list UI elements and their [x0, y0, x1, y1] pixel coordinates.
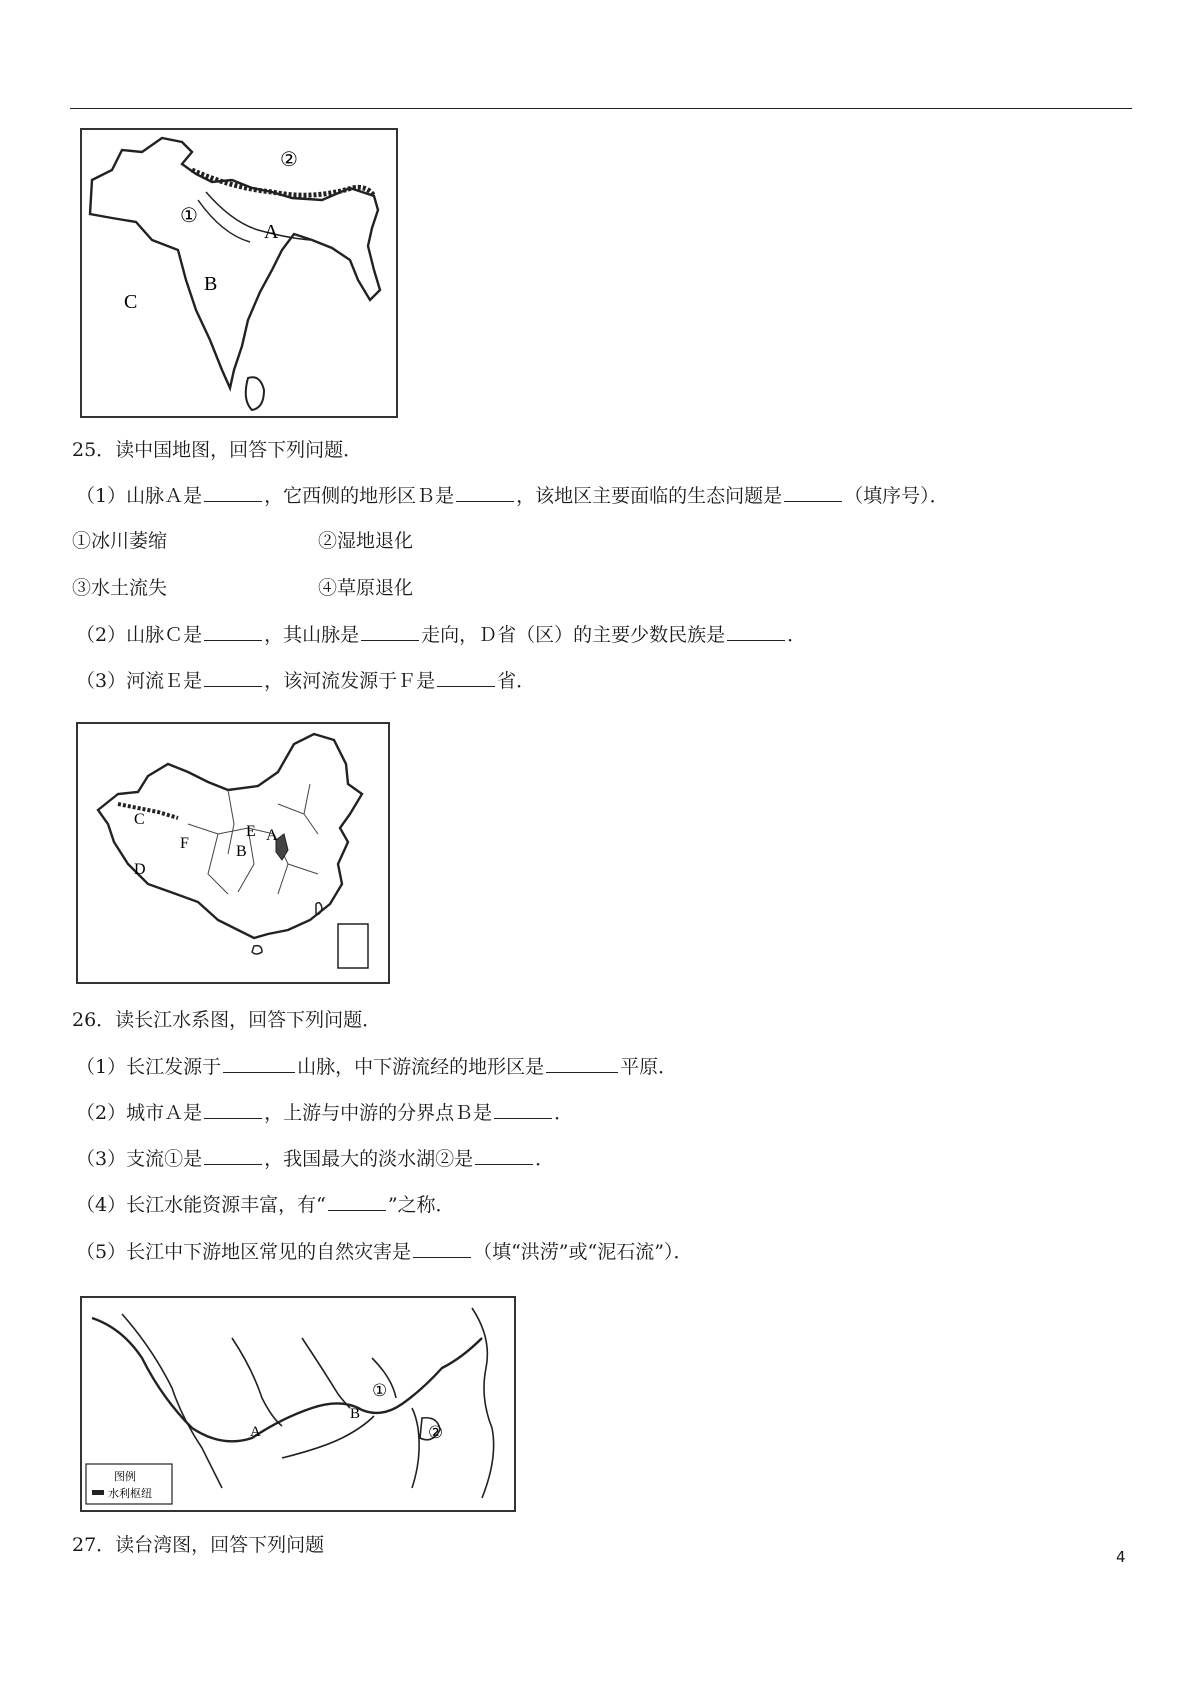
south-asia-outline — [90, 138, 380, 388]
tributary-2 — [232, 1338, 282, 1426]
legend-title: 图例 — [114, 1470, 136, 1483]
south-asia-map — [80, 128, 398, 418]
answer-blank[interactable] — [413, 1238, 471, 1258]
q26-part5 — [76, 1238, 692, 1265]
answer-blank[interactable] — [204, 482, 262, 502]
china-map — [76, 722, 390, 984]
answer-blank[interactable] — [727, 621, 785, 641]
tributary-1 — [122, 1314, 222, 1488]
dam-symbol — [92, 1490, 104, 1495]
yangtze-label-b: B — [350, 1406, 361, 1422]
q25-part3 — [76, 667, 535, 694]
answer-blank[interactable] — [204, 1145, 262, 1165]
q26-p3-b: ，我国最大的淡水湖②是 — [264, 1148, 474, 1170]
q25-p1-d: （填序号）． — [844, 485, 949, 507]
q26-part3 — [76, 1145, 554, 1172]
answer-blank[interactable] — [546, 1053, 618, 1073]
tributary-5 — [282, 1416, 374, 1458]
south-china-sea-inset — [338, 924, 368, 968]
yangtze-label-a: A — [250, 1424, 261, 1440]
map-label-b: B — [204, 273, 218, 295]
answer-blank[interactable] — [204, 621, 262, 641]
q25-p3-b: ，该河流发源于Ｆ是 — [264, 670, 436, 692]
q25-p3-a: （3）河流Ｅ是 — [76, 670, 203, 692]
q25-title: 25．读中国地图，回答下列问题． — [72, 439, 363, 461]
china-label-c: C — [134, 811, 145, 828]
china-label-d: D — [134, 861, 146, 878]
map-label-c: C — [124, 291, 138, 313]
china-label-f: F — [180, 835, 189, 852]
q26-p4-a: （4）长江水能资源丰富，有“ — [76, 1194, 326, 1216]
china-label-e: E — [246, 823, 256, 840]
q26-p3-c: ． — [535, 1148, 555, 1170]
map-label-1: ① — [180, 205, 198, 227]
q27-title: 27．读台湾图，回答下列问题 — [72, 1534, 325, 1556]
tributary-6 — [412, 1408, 419, 1488]
china-label-a: A — [266, 827, 278, 844]
q25-p3-c: 省． — [497, 670, 536, 692]
q26-p2-a: （2）城市Ａ是 — [76, 1102, 203, 1124]
himalaya-band — [192, 170, 374, 196]
answer-blank[interactable] — [204, 1099, 262, 1119]
q26-p4-b: ”之称． — [387, 1194, 455, 1216]
q25-p1-c: ，该地区主要面临的生态问题是 — [516, 485, 783, 507]
q25-option-1: ①冰川萎缩 — [72, 530, 168, 552]
q26-p5-b: （填“洪涝”或“泥石流”）． — [473, 1241, 693, 1263]
yangtze-label-2: ② — [428, 1423, 444, 1442]
answer-blank[interactable] — [361, 621, 419, 641]
q25-p2-b: ，其山脉是 — [264, 624, 360, 646]
q26-p2-b: ，上游与中游的分界点Ｂ是 — [264, 1102, 493, 1124]
q26-title: 26．读长江水系图，回答下列问题． — [72, 1009, 382, 1031]
yangtze-map — [80, 1296, 516, 1512]
answer-blank[interactable] — [456, 482, 514, 502]
q26-p1-c: 平原． — [620, 1056, 678, 1078]
answer-blank[interactable] — [494, 1099, 552, 1119]
q26-p5-a: （5）长江中下游地区常见的自然灾害是 — [76, 1241, 412, 1263]
answer-blank[interactable] — [784, 482, 842, 502]
q26-p3-a: （3）支流①是 — [76, 1148, 203, 1170]
q25-p2-a: （2）山脉Ｃ是 — [76, 624, 203, 646]
q26-part1 — [76, 1053, 677, 1080]
q25-option-3: ③水土流失 — [72, 577, 168, 599]
header-rule — [70, 108, 1132, 109]
q25-p1-a: （1）山脉Ａ是 — [76, 485, 203, 507]
q26-part4 — [76, 1191, 455, 1218]
q26-part2 — [76, 1099, 573, 1126]
q25-option-2: ②湿地退化 — [318, 530, 414, 552]
answer-blank[interactable] — [223, 1053, 295, 1073]
answer-blank[interactable] — [328, 1191, 386, 1211]
mountain-c — [118, 804, 178, 818]
answer-blank[interactable] — [475, 1145, 533, 1165]
sri-lanka-outline — [246, 377, 264, 410]
answer-blank[interactable] — [437, 667, 495, 687]
legend-item: 水利枢纽 — [108, 1487, 152, 1500]
q25-p2-c: 走向，Ｄ省（区）的主要少数民族是 — [421, 624, 726, 646]
yangtze-main-river — [92, 1318, 482, 1441]
q25-option-4: ④草原退化 — [318, 577, 414, 599]
tributary-3 — [302, 1338, 350, 1408]
hainan-outline — [252, 946, 262, 954]
answer-blank[interactable] — [204, 667, 262, 687]
q25-part1 — [76, 482, 949, 509]
map-label-a: A — [264, 221, 279, 243]
q26-p1-b: 山脉，中下游流经的地形区是 — [297, 1056, 545, 1078]
mountain-a — [276, 834, 288, 860]
q25-part2 — [76, 621, 806, 648]
page-number: 4 — [1116, 1548, 1126, 1566]
china-label-b: B — [236, 843, 247, 860]
yangtze-label-1: ① — [372, 1381, 388, 1400]
coastline — [472, 1308, 494, 1498]
q25-p2-d: ． — [787, 624, 807, 646]
river-line-2 — [198, 200, 250, 242]
q26-p1-a: （1）长江发源于 — [76, 1056, 222, 1078]
q25-p1-b: ，它西侧的地形区Ｂ是 — [264, 485, 455, 507]
map-label-2: ② — [280, 149, 298, 171]
q26-p2-c: ． — [554, 1102, 574, 1124]
